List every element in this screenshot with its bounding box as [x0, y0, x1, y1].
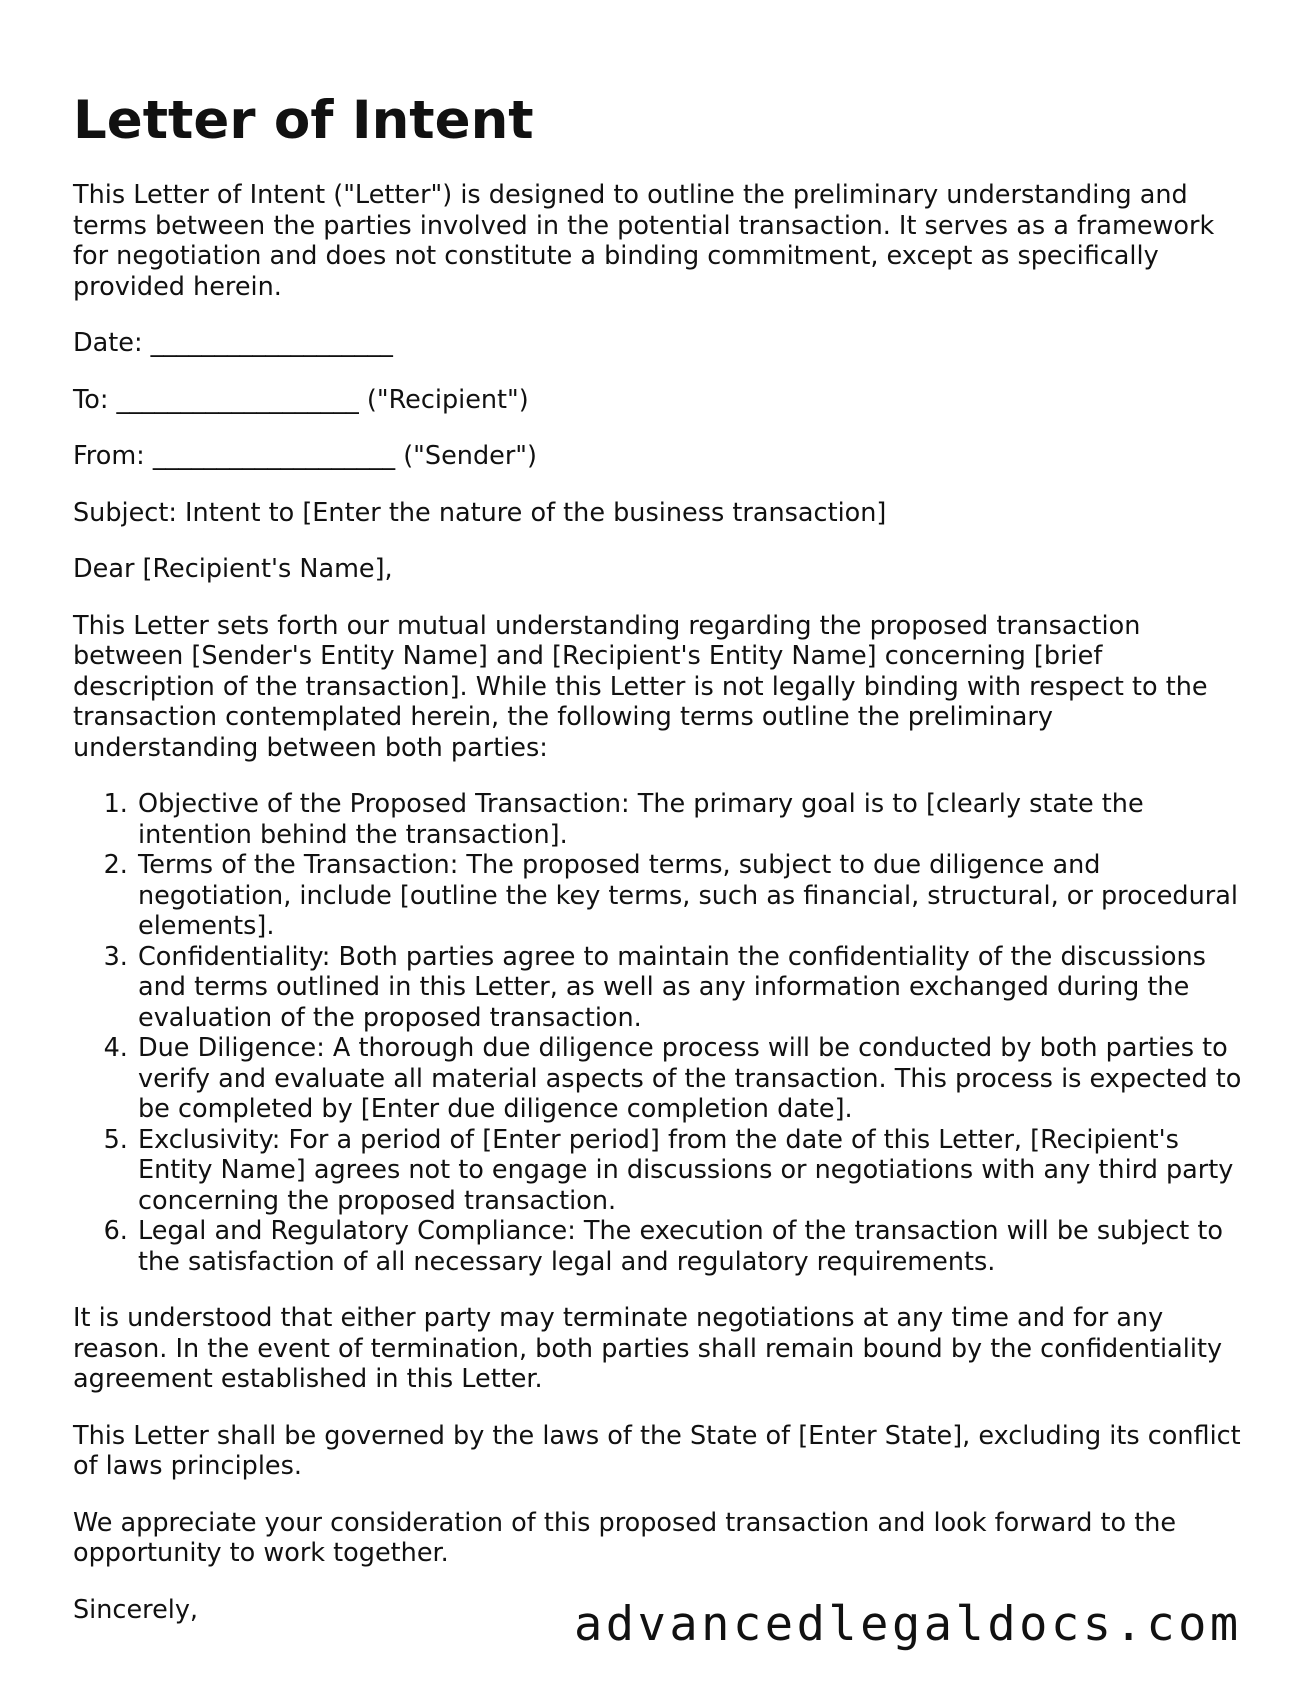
term-item: 3. Confidentiality: Both parties agree to maintain the confidentiality of the discussions and terms outlined in this Letter, as well as any information exchanged during the evaluation of the proposed transaction. [136, 942, 1243, 1034]
termination-paragraph: It is understood that either party may terminate negotiations at any time and for any reason. In the event of termination, both parties shall remain bound by the confidentiality agreement established in this Letter. [73, 1303, 1223, 1394]
term-item: 5. Exclusivity: For a period of [Enter period] from the date of this Letter, [Recipient's Entity Name] agrees not to engage in discussions or negotiations with any third party concerning the proposed transaction. [136, 1125, 1243, 1217]
watermark-text: advancedlegaldocs.com [574, 1597, 1242, 1652]
date-field: Date: ___________________ [73, 328, 393, 358]
closing-paragraph: We appreciate your consideration of this proposed transaction and look forward to the opportunity to work together. [73, 1507, 1177, 1568]
salutation: Dear [Recipient's Name], [73, 554, 393, 584]
document-title: Letter of Intent [73, 90, 534, 151]
document-page [73, 86, 1243, 1625]
term-item: 1. Objective of the Proposed Transaction: The primary goal is to [clearly state the intention behind the transaction]. [136, 789, 1243, 850]
term-item: 4. Due Diligence: A thorough due diligence process will be conducted by both parties to verify and evaluate all material aspects of the transaction. This process is expected to be completed by [Enter due diligence completion date]. [136, 1033, 1243, 1125]
term-item: 6. Legal and Regulatory Compliance: The execution of the transaction will be subject to the satisfaction of all necessary legal and regulatory requirements. [136, 1216, 1243, 1277]
body-intro-paragraph: This Letter sets forth our mutual understanding regarding the proposed transaction between [Sender's Entity Name] and [Recipient's Entity Name] concerning [brief description of the transaction]. While this Letter is not legally binding with respect to the transaction contemplated herein, the following terms outline the preliminary understanding between both parties: [73, 610, 1208, 763]
from-field: From: ___________________ ("Sender") [73, 441, 537, 471]
terms-list [73, 789, 1243, 1277]
intro-paragraph: This Letter of Intent ("Letter") is designed to outline the preliminary understanding and terms between the parties involved in the potential transaction. It serves as a framework for negotiation and does not constitute a binding commitment, except as specifically provided herein. [73, 180, 1215, 302]
sign-off: Sincerely, [73, 1594, 199, 1625]
subject-line: Subject: Intent to [Enter the nature of the business transaction] [73, 497, 887, 528]
term-item: 2. Terms of the Transaction: The proposed terms, subject to due diligence and negotiation, include [outline the key terms, such as financial, structural, or procedural elements]. [136, 850, 1243, 942]
to-field: To: ___________________ ("Recipient") [73, 384, 529, 415]
governing-law-paragraph: This Letter shall be governed by the laws of the State of [Enter State], excluding its conflict of laws principles. [73, 1420, 1241, 1481]
